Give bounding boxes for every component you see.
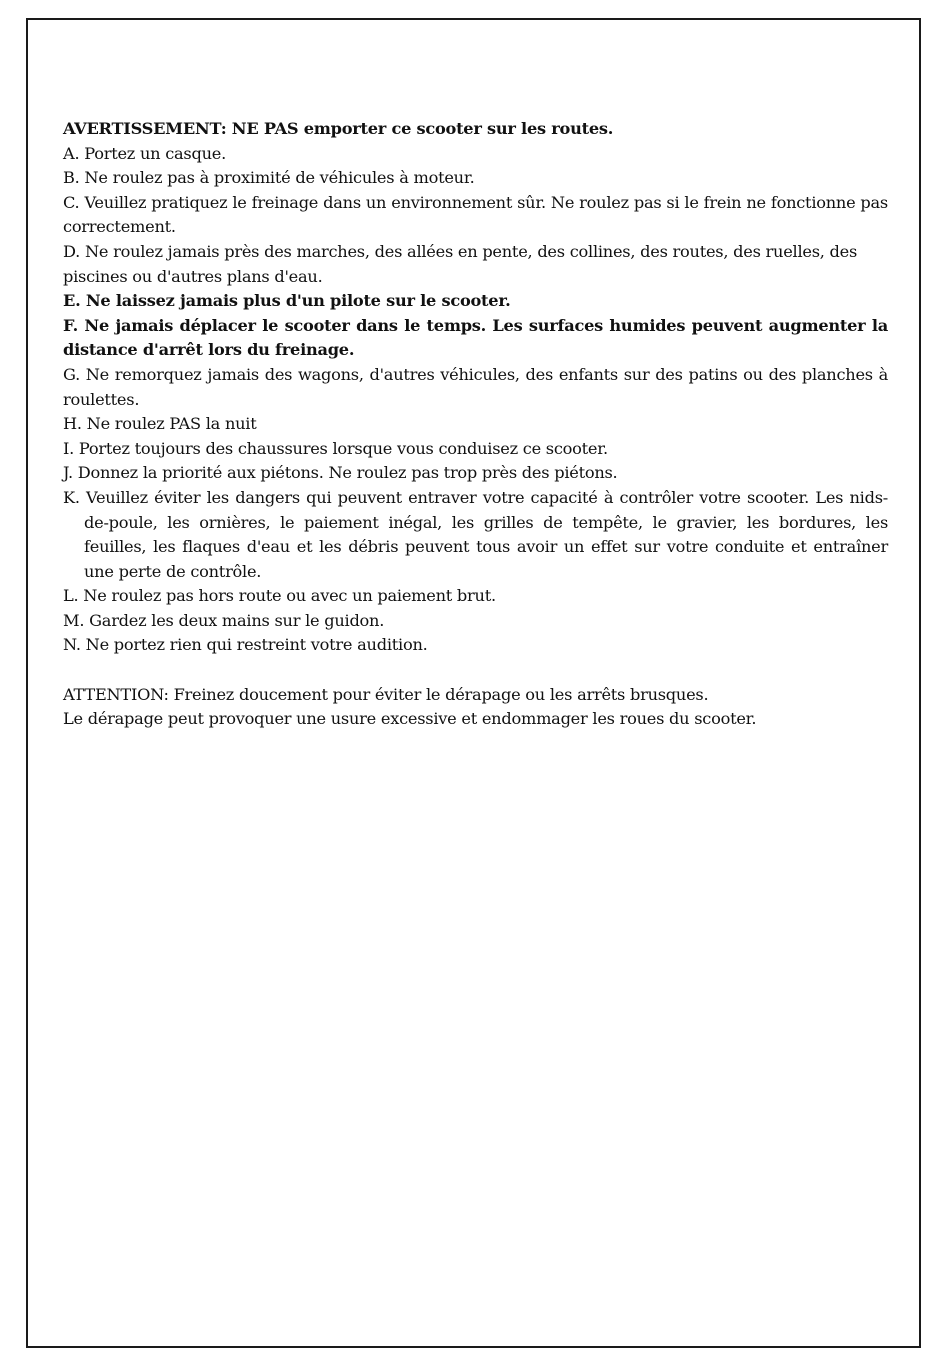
- list-item-l: L. Ne roulez pas hors route ou avec un paiement brut.: [63, 586, 496, 606]
- attention-line-2: Le dérapage peut provoquer une usure excessive et endommager les roues du scooter.: [63, 709, 757, 729]
- list-item-a: A. Portez un casque.: [63, 143, 226, 163]
- list-item-f: F. Ne jamais déplacer le scooter dans le temps. Les surfaces humides peuvent augmenter la distance d'arrêt lors du freinage.: [63, 315, 888, 360]
- list-item-g: G. Ne remorquez jamais des wagons, d'autres véhicules, des enfants sur des patins ou des planches à roulettes.: [63, 364, 888, 409]
- list-item-h: H. Ne roulez PAS la nuit: [63, 414, 257, 434]
- list-item-k: K. Veuillez éviter les dangers qui peuvent entraver votre capacité à contrôler votre scooter. Les nids-de-poule, les ornières, le paiement inégal, les grilles de tempête, le gravier, les bordures, les feuilles, les flaques d'eau et les débris peuvent tous avoir un effet sur votre conduite et entraîner une perte de contrôle.: [63, 487, 888, 581]
- list-item-n: N. Ne portez rien qui restreint votre audition.: [63, 635, 428, 655]
- document-body: [63, 117, 888, 732]
- list-item-d: D. Ne roulez jamais près des marches, des allées en pente, des collines, des routes, des ruelles, des piscines ou d'autres plans d'eau.: [63, 241, 858, 286]
- list-item-e: E. Ne laissez jamais plus d'un pilote sur le scooter.: [63, 291, 511, 311]
- list-item-m: M. Gardez les deux mains sur le guidon.: [63, 610, 385, 630]
- list-item-i: I. Portez toujours des chaussures lorsque vous conduisez ce scooter.: [63, 438, 608, 458]
- list-item-j: J. Donnez la priorité aux piétons. Ne roulez pas trop près des piétons.: [63, 463, 618, 483]
- warning-heading: AVERTISSEMENT: NE PAS emporter ce scooter sur les routes.: [63, 119, 614, 138]
- paragraph-spacer: [63, 658, 888, 683]
- list-item-b: B. Ne roulez pas à proximité de véhicules à moteur.: [63, 168, 475, 188]
- list-item-c: C. Veuillez pratiquez le freinage dans un environnement sûr. Ne roulez pas si le frein ne fonctionne pas correctement.: [63, 192, 888, 237]
- attention-line-1: ATTENTION: Freinez doucement pour éviter le dérapage ou les arrêts brusques.: [63, 684, 709, 704]
